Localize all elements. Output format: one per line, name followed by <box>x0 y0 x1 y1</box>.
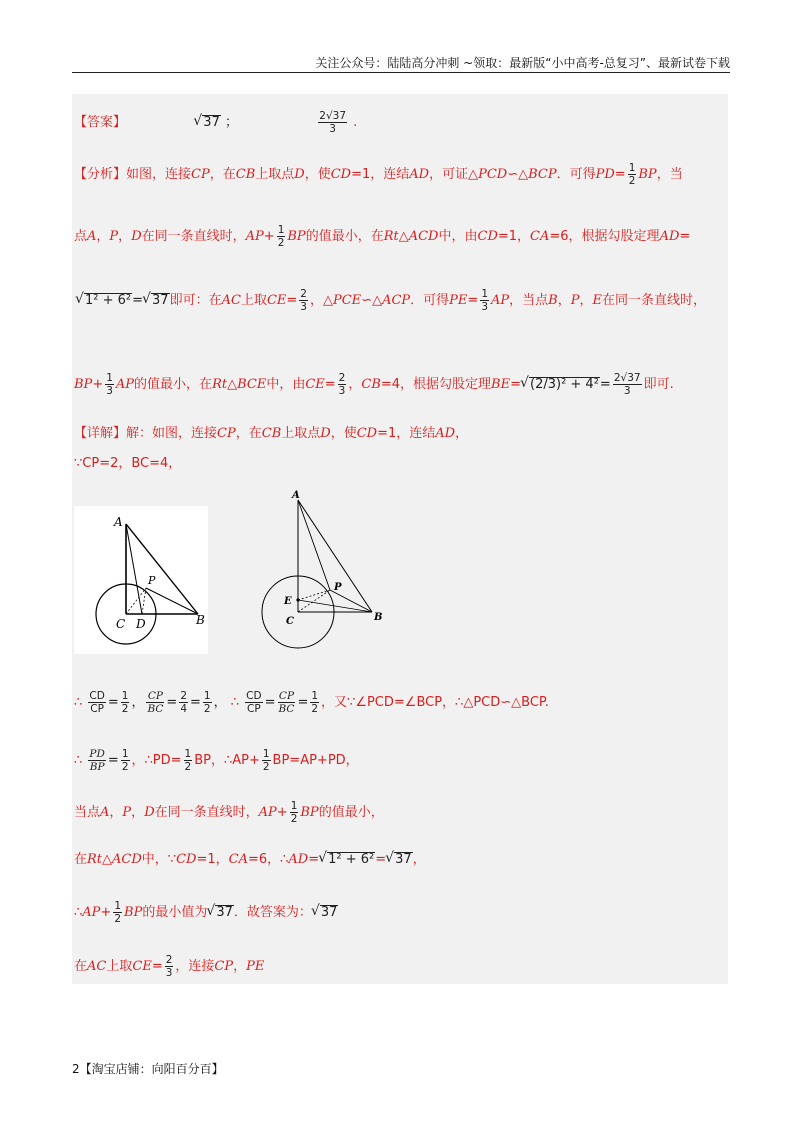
equation-line-3: 当点A，P，D在同一条直线时，AP+ $\frac{1}{2}$ BP的值最小， <box>74 800 384 825</box>
figure-2-label-c: C <box>286 616 294 627</box>
answer-label: 【答案】 <box>74 115 127 130</box>
figure-1-label-a: A <box>114 515 123 529</box>
equation-line-6: 在AC上取CE= $\frac{2}{3}$ ，连接CP，PE <box>74 954 265 979</box>
equation-line-2: ∴ $\frac{PD}{BP}$ = $\frac{1}{2}$ ，∴PD= $\frac{1}{2}$ BP，∴AP+ $\frac{1}{2}$ BP=AP+PD， <box>74 748 359 773</box>
answer-end: . <box>353 115 358 130</box>
segment-ab <box>298 500 372 612</box>
sqrt-expr: √ 1² + 6² <box>327 852 375 867</box>
answer-value-1: √ 37 <box>202 115 221 130</box>
detail-line-2: ∵CP=2，BC=4， <box>74 456 182 471</box>
sqrt-37: √ 37 <box>151 293 170 308</box>
figure-1-label-b: B <box>196 613 205 627</box>
footer-text: 2【淘宝店铺：向阳百分百】 <box>72 1062 224 1076</box>
analysis-line-1: 【分析】如图，连接CP，在CB上取点D，使CD=1，连结AD，可证△PCD∽△BCP．可得PD= $\frac{1}{2}$ BP，当 <box>74 162 683 187</box>
detail-line-1: 【详解】解：如图，连接CP，在CB上取点D，使CD=1，连结AD， <box>74 426 469 441</box>
sqrt-expr-be: √ (2/3)² + 4² <box>529 377 600 392</box>
fraction-be-result: $\frac{2√37}{3}$ <box>613 372 641 397</box>
analysis-line-3: √ 1² + 6²=√ 37即可：在AC上取CE= $\frac{2}{3}$ ，△PCE∽△ACP．可得PE= $\frac{1}{3}$ AP，当点B，P，E在同一条直线时， <box>76 288 706 313</box>
figure-2-label-b: B <box>374 612 383 623</box>
fraction-third: $\frac{1}{3}$ <box>481 288 489 313</box>
analysis-line-2: 点A，P，D在同一条直线时，AP+ $\frac{1}{2}$ BP的值最小，在Rt△ACD中，由CD=1，CA=6，根据勾股定理AD= <box>74 224 691 249</box>
segment-pe <box>298 590 330 600</box>
sqrt-37: √ 37 <box>215 905 234 920</box>
equation-line-5: ∴AP+ $\frac{1}{2}$ BP的最小值为√ 37．故答案为：√ 37 <box>74 900 338 925</box>
figure-2-label-a: A <box>292 490 300 501</box>
answer-value-2: $\frac{2√37}{3}$ <box>319 110 347 135</box>
sqrt-37: √ 37 <box>320 905 339 920</box>
figure-1-bg <box>74 506 208 654</box>
figure-2-label-p: P <box>334 582 342 593</box>
fraction-half: $\frac{1}{2}$ <box>277 224 285 249</box>
answer-separator: ； <box>224 115 238 130</box>
analysis-label: 【分析】 <box>74 167 127 182</box>
figure-1 <box>74 506 208 654</box>
fraction-third: $\frac{1}{3}$ <box>106 372 113 397</box>
sqrt-37: √ 37 <box>394 852 413 867</box>
detail-label: 【详解】 <box>74 426 127 441</box>
figure-1-label-d: D <box>136 617 146 631</box>
header-text: 关注公众号：陆陆高分冲刺 ~领取：最新版“小中高考-总复习”、最新试卷下载 <box>315 56 730 70</box>
equation-line-4: 在Rt△ACD中，∵CD=1，CA=6，∴AD=√ 1² + 6²=√ 37， <box>74 852 426 868</box>
fraction-two-thirds: $\frac{2}{3}$ <box>300 288 307 313</box>
figure-2 <box>256 486 386 652</box>
point-e <box>296 598 299 601</box>
analysis-line-4: BP+ $\frac{1}{3}$ AP的值最小，在Rt△BCE中，由CE= $\frac{2}{3}$ ，CB=4，根据勾股定理BE=√ (2/3)² + 4²= $\frac{2√37}{3}$ 即可. <box>74 372 674 397</box>
page-header <box>72 54 730 73</box>
figure-1-label-c: C <box>116 617 126 631</box>
sqrt-expr: √ 1² + 6² <box>84 293 132 308</box>
fraction-half: $\frac{1}{2}$ <box>628 162 636 187</box>
page-footer <box>72 1060 224 1077</box>
answer-line <box>74 110 357 135</box>
equation-line-1: ∴ $\frac{CD}{CP}$ = $\frac{1}{2}$ ， $\frac{CP}{BC}$ = $\frac{2}{4}$ = $\frac{1}{2}$ ， ∴ $\frac{CD}{CP}$ = $\frac{CP}{BC}$ = $\frac{1}{2}$ ，又∵∠PCD=∠BCP，∴△PCD∽△BCP. <box>74 690 549 715</box>
figure-1-label-p: P <box>148 574 156 587</box>
figure-2-label-e: E <box>284 596 292 607</box>
fraction-two-thirds: $\frac{2}{3}$ <box>338 372 346 397</box>
